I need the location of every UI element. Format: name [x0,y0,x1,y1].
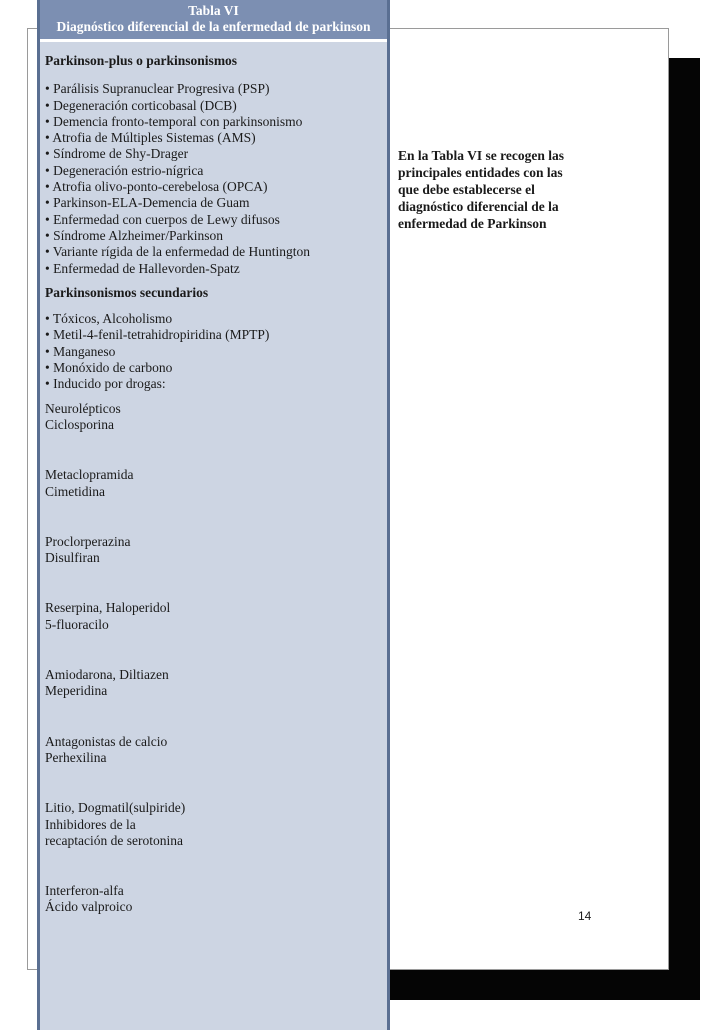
drug-list [45,401,383,916]
list-item: • Variante rígida de la enfermedad de Huntington [45,244,311,260]
drug-group [45,800,383,849]
list-item: • Degeneración corticobasal (DCB) [45,97,237,113]
drug-name: Cimetidina [45,483,105,499]
list-item: • Atrofia de Múltiples Sistemas (AMS) [45,130,256,146]
drug-name: Antagonistas de calcio [45,733,168,749]
drug-name: Litio, Dogmatil(sulpiride) [45,800,186,816]
list-item: • Inducido por drogas: [45,376,166,392]
list-item: • Atrofia olivo-ponto-cerebelosa (OPCA) [45,179,268,195]
drug-group [45,401,383,434]
side-note [398,147,598,232]
list-item: • Monóxido de carbono [45,360,173,376]
drug-name: Proclorperazina [45,533,131,549]
table-header [40,0,387,42]
note-line: que debe establecerse el [398,182,535,197]
drug-name: Ciclosporina [45,416,114,432]
drug-name: Perhexilina [45,749,107,765]
drug-name: Disulfiran [45,550,100,566]
list-item: • Síndrome de Shy-Drager [45,146,189,162]
drug-name: 5-fluoracilo [45,616,109,632]
drug-group [45,883,383,916]
drug-group [45,534,383,567]
list-item: • Metil-4-fenil-tetrahidropiridina (MPTP) [45,327,270,343]
list-item: • Parkinson-ELA-Demencia de Guam [45,195,250,211]
list-item: • Tóxicos, Alcoholismo [45,311,173,327]
drug-group [45,600,383,633]
drug-name: Metaclopramida [45,467,134,483]
note-line: En la Tabla VI se recogen las [398,148,565,163]
drug-name: Amiodarona, Diltiazen [45,667,169,683]
drug-name: Meperidina [45,683,108,699]
drug-name: Inhibidores de la [45,816,136,832]
drug-name: Interferon-alfa [45,883,124,899]
secondary-list [45,311,383,392]
list-item: • Síndrome Alzheimer/Parkinson [45,227,223,243]
list-item: • Enfermedad con cuerpos de Lewy difusos [45,211,280,227]
note-line: diagnóstico diferencial de la [398,199,559,214]
list-item: • Demencia fronto-temporal con parkinsonismo [45,113,303,129]
list-item: • Enfermedad de Hallevorden-Spatz [45,260,240,276]
table-number: Tabla VI [188,3,239,18]
page-shadow-right [669,58,700,1000]
section-title-parkinson-plus: Parkinson-plus o parkinsonismos [45,53,238,68]
drug-name: recaptación de serotonina [45,832,183,848]
page-shadow-bottom [388,970,700,1000]
drug-group [45,467,383,500]
section-title-secondary: Parkinsonismos secundarios [45,284,209,300]
parkinson-plus-list [45,81,383,277]
table-content [40,42,387,916]
drug-group [45,667,383,700]
note-line: principales entidades con las [398,165,563,180]
note-line: enfermedad de Parkinson [398,216,547,231]
drug-name: Neurolépticos [45,400,121,416]
drug-group [45,734,383,767]
list-item: • Manganeso [45,343,116,359]
drug-name: Reserpina, Haloperidol [45,600,171,616]
table-sidebar [37,0,390,1030]
list-item: • Parálisis Supranuclear Progresiva (PSP) [45,81,270,97]
list-item: • Degeneración estrio-nígrica [45,162,204,178]
drug-name: Ácido valproico [45,899,133,915]
page-number: 14 [578,909,592,923]
table-title: Diagnóstico diferencial de la enfermedad de parkinson [56,19,371,34]
